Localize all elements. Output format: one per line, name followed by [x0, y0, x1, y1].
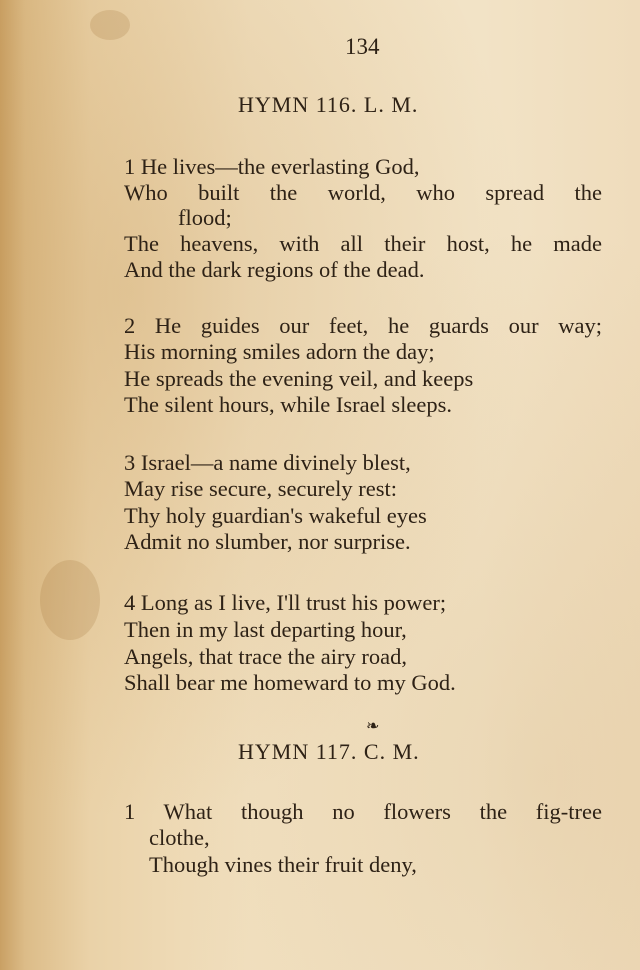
- verse-line: Admit no slumber, nor surprise.: [124, 529, 411, 554]
- verse-line: Angels, that trace the airy road,: [124, 644, 408, 669]
- verse-line: Though vines their fruit deny,: [149, 852, 417, 877]
- paper-stain: [40, 560, 100, 640]
- verse-line: 1 He lives—the everlasting God,: [124, 154, 420, 179]
- verse-line: Thy holy guardian's wakeful eyes: [124, 503, 427, 528]
- verse-line: The heavens, with all their host, he made: [124, 231, 602, 256]
- hymn-117-title: HYMN 117. C. M.: [238, 739, 420, 764]
- verse-line: 1 What though no flowers the fig-tree: [124, 799, 602, 824]
- verse-line: 2 He guides our feet, he guards our way;: [124, 313, 602, 338]
- verse-line: Who built the world, who spread the: [124, 180, 602, 205]
- verse-line: May rise secure, securely rest:: [124, 476, 398, 501]
- verse-line: 4 Long as I live, I'll trust his power;: [124, 590, 447, 615]
- verse-line: clothe,: [149, 825, 210, 850]
- verse-line: Then in my last departing hour,: [124, 617, 407, 642]
- verse-line: His morning smiles adorn the day;: [124, 339, 435, 364]
- verse-line: He spreads the evening veil, and keeps: [124, 366, 474, 391]
- verse-line: And the dark regions of the dead.: [124, 257, 425, 282]
- verse-line: 3 Israel—a name divinely blest,: [124, 450, 411, 475]
- verse-line: flood;: [178, 205, 232, 230]
- verse-line: The silent hours, while Israel sleeps.: [124, 392, 453, 417]
- verse-line: Shall bear me homeward to my God.: [124, 670, 456, 695]
- ornament-divider: ❧: [366, 718, 380, 735]
- page-number: 134: [345, 34, 380, 59]
- paper-stain: [90, 10, 130, 40]
- hymn-116-title: HYMN 116. L. M.: [238, 92, 419, 117]
